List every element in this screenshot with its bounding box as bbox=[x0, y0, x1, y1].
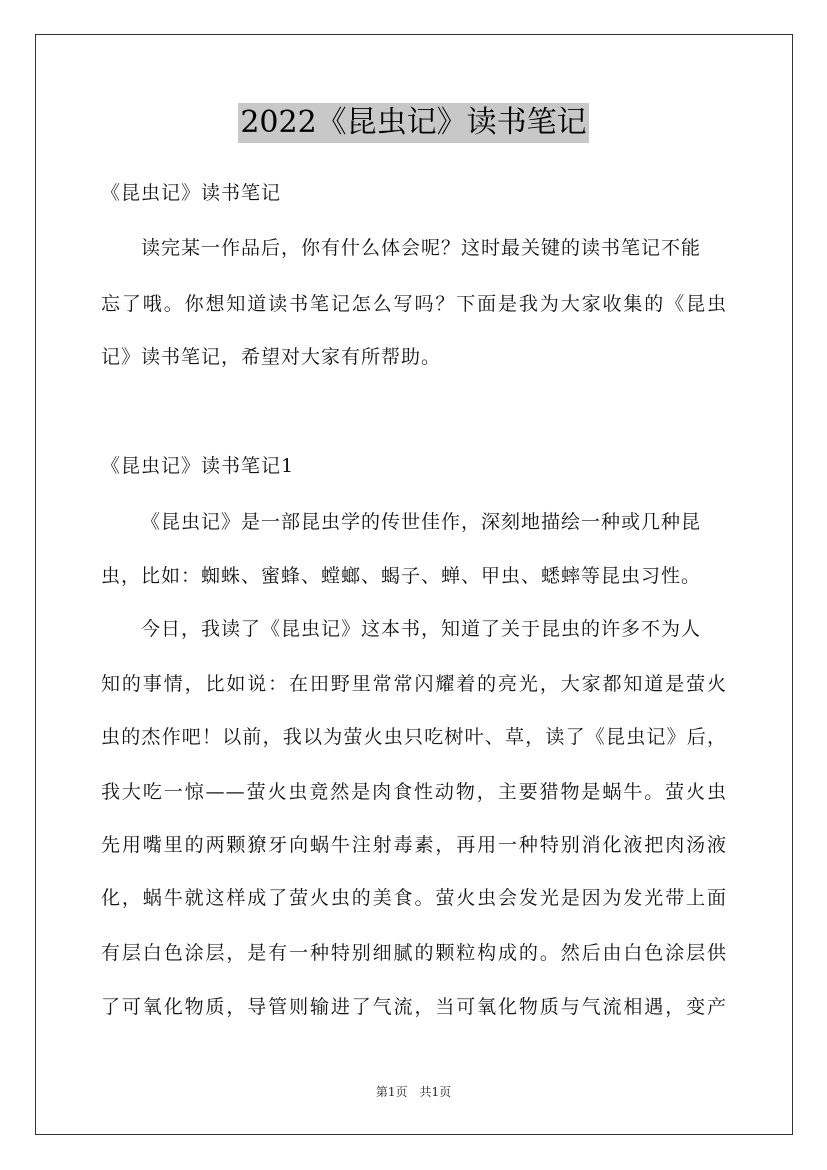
para2-line-5: 先用嘴里的两颗獠牙向蜗牛注射毒素，再用一种特别消化液把肉汤液 bbox=[101, 834, 727, 856]
intro-line-1: 读完某一作品后，你有什么体会呢？这时最关键的读书笔记不能 bbox=[141, 237, 702, 259]
para1-line-2: 虫，比如：蜘蛛、蜜蜂、螳螂、蝎子、蝉、甲虫、蟋蟀等昆虫习性。 bbox=[101, 565, 702, 587]
para2-line-2: 知的事情，比如说：在田野里常常闪耀着的亮光，大家都知道是萤火 bbox=[101, 673, 727, 695]
section-heading-1: 《昆虫记》读书笔记1 bbox=[101, 455, 295, 477]
document-title: 2022《昆虫记》读书笔记 bbox=[238, 103, 588, 143]
intro-line-3: 记》读书笔记，希望对大家有所帮助。 bbox=[101, 346, 442, 368]
page-footer: 第1页 共1页 bbox=[375, 1085, 452, 1099]
title-container bbox=[0, 103, 827, 143]
para2-line-7: 有层白色涂层，是有一种特别细腻的颗粒构成的。然后由白色涂层供 bbox=[101, 942, 727, 964]
para2-line-1: 今日，我读了《昆虫记》这本书，知道了关于昆虫的许多不为人 bbox=[141, 618, 702, 640]
section-heading: 《昆虫记》读书笔记 bbox=[101, 182, 282, 204]
para2-line-8: 了可氧化物质，导管则输进了气流，当可氧化物质与气流相遇，变产 bbox=[101, 996, 727, 1018]
intro-line-2: 忘了哦。你想知道读书笔记怎么写吗？下面是我为大家收集的《昆虫 bbox=[101, 293, 727, 315]
para2-line-4: 我大吃一惊——萤火虫竟然是肉食性动物，主要猎物是蜗牛。萤火虫 bbox=[101, 781, 727, 803]
para2-line-6: 化，蜗牛就这样成了萤火虫的美食。萤火虫会发光是因为发光带上面 bbox=[101, 887, 727, 909]
para1-line-1: 《昆虫记》是一部昆虫学的传世佳作，深刻地描绘一种或几种昆 bbox=[141, 511, 702, 533]
para2-line-3: 虫的杰作吧！以前，我以为萤火虫只吃树叶、草，读了《昆虫记》后， bbox=[101, 726, 727, 748]
